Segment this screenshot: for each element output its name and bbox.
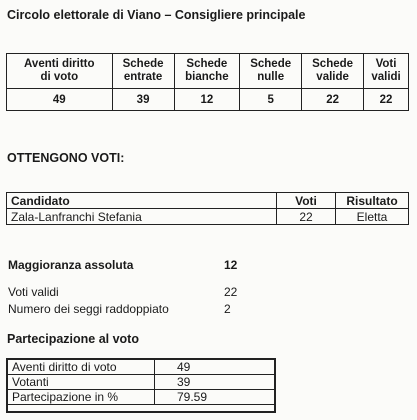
section-heading-ottengono: OTTENGONO VOTI: xyxy=(7,151,125,165)
candidates-table xyxy=(6,192,409,225)
stats-table xyxy=(6,53,409,111)
participation-value: 49 xyxy=(155,360,276,375)
voti-validi-label: Voti validi xyxy=(8,285,59,299)
stats-header-cell: Aventi diritto di voto xyxy=(7,54,113,89)
participation-label: Aventi diritto di voto xyxy=(8,360,155,375)
section-heading-partecipazione: Partecipazione al voto xyxy=(7,332,139,346)
participation-label: Partecipazione in % xyxy=(8,390,155,405)
stats-header-cell: Schede valide xyxy=(302,54,364,89)
seggi-label: Numero dei seggi raddoppiato xyxy=(8,302,169,316)
voti-validi-value: 22 xyxy=(224,285,238,299)
stats-header-cell: Voti validi xyxy=(364,54,409,89)
stats-value-cell: 22 xyxy=(302,89,364,111)
stats-value-cell: 12 xyxy=(174,89,240,111)
candidate-votes: 22 xyxy=(277,209,336,225)
stats-header-cell: Schede bianche xyxy=(174,54,240,89)
stats-value-row xyxy=(7,89,409,111)
stats-value-cell: 22 xyxy=(364,89,409,111)
stats-header-cell: Schede entrate xyxy=(112,54,174,89)
stats-value-cell: 39 xyxy=(112,89,174,111)
participation-value: 39 xyxy=(155,375,276,390)
candidates-header-cell: Candidato xyxy=(7,193,277,209)
table-row xyxy=(8,390,276,405)
participation-table xyxy=(7,359,276,405)
maggioranza-label: Maggioranza assoluta xyxy=(8,258,134,272)
maggioranza-value: 12 xyxy=(224,258,238,272)
participation-label: Votanti xyxy=(8,375,155,390)
stats-header-row xyxy=(7,54,409,89)
table-row xyxy=(8,375,276,390)
candidates-header-row xyxy=(7,193,409,209)
table-row xyxy=(7,209,409,225)
candidates-header-cell: Voti xyxy=(277,193,336,209)
table-row xyxy=(8,360,276,375)
participation-value: 79.59 xyxy=(155,390,276,405)
page-title: Circolo elettorale di Viano – Consigliere principale xyxy=(7,8,306,22)
seggi-value: 2 xyxy=(224,302,231,316)
stats-value-cell: 5 xyxy=(240,89,302,111)
candidates-header-cell: Risultato xyxy=(336,193,409,209)
stats-header-cell: Schede nulle xyxy=(240,54,302,89)
stats-value-cell: 49 xyxy=(7,89,113,111)
candidate-result: Eletta xyxy=(336,209,409,225)
candidate-name: Zala-Lanfranchi Stefania xyxy=(7,209,277,225)
